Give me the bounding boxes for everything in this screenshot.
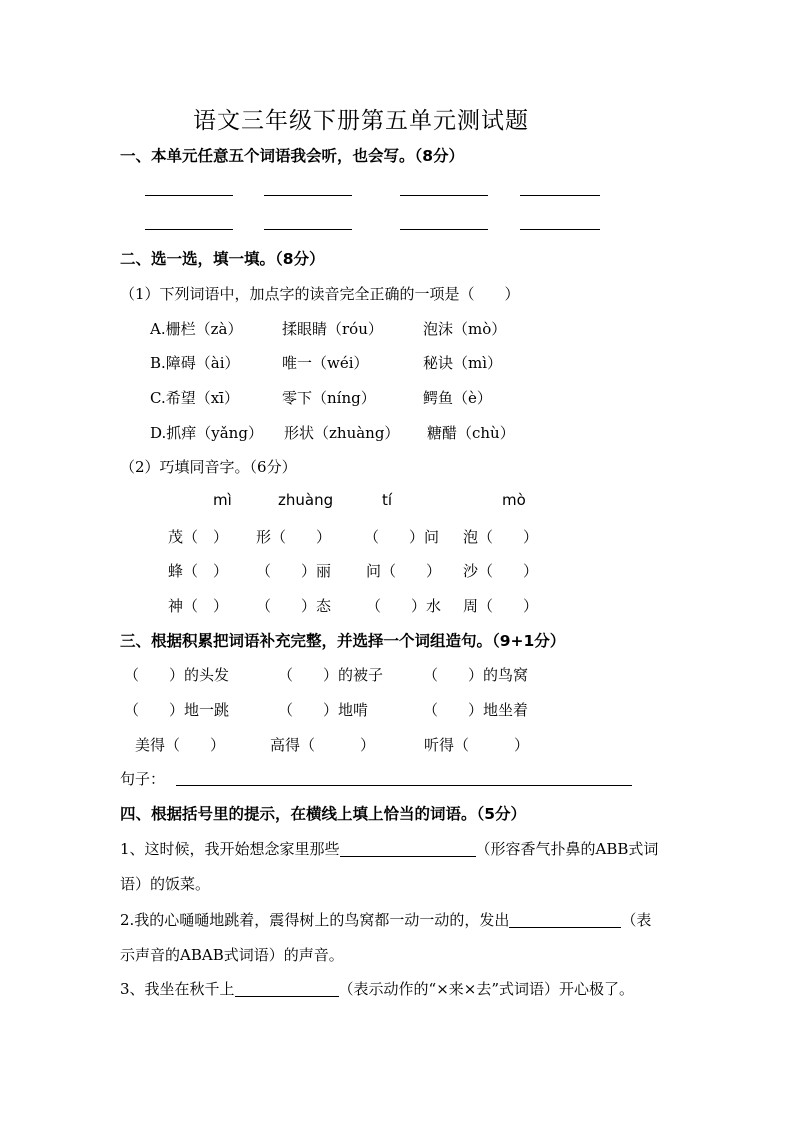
answer-line[interactable] [145,229,233,230]
option-a-2: 揉眼睛（róu） [282,320,383,338]
option-a-3: 泡沫（mò） [423,320,507,338]
question-4-1-hint: （形容香气扑鼻的ABB式词 [475,840,659,858]
question-4-2-hint: （表 [621,911,652,929]
homophone-cell: （ ）水 [366,597,442,615]
question-4-1-text: 1、这时候，我开始想念家里那些 [120,840,340,858]
option-c-1: C.希望（xī） [150,389,239,407]
phrase-blank: 听得（ ） [424,736,530,754]
pinyin-2: zhuàng [278,491,334,509]
option-a-1: A.栅栏（zà） [150,320,243,338]
section-3-heading: 三、根据积累把词语补充完整，并选择一个词组造句。（9+1分） [120,632,566,650]
answer-line[interactable] [520,195,600,196]
question-4-3 [120,978,634,999]
option-c-2: 零下（níng） [282,389,376,407]
homophone-cell: 沙（ ） [463,562,539,580]
answer-line[interactable] [400,229,488,230]
question-4-2-text: 2.我的心嗵嗵地跳着，震得树上的鸟窝都一动一动的，发出 [120,911,510,929]
sentence-answer-line[interactable] [176,785,632,786]
homophone-cell: 问（ ） [366,562,442,580]
option-b-1: B.障碍（ài） [150,354,240,372]
option-d-2: 形状（zhuàng） [284,424,400,442]
phrase-blank: （ ）地坐着 [423,701,529,719]
question-4-2-cont: 示声音的ABAB式词语）的声音。 [120,946,344,964]
section-1-heading: 一、本单元任意五个词语我会听，也会写。（8分） [120,147,465,165]
homophone-cell: 形（ ） [256,528,332,546]
phrase-blank: （ ）的鸟窝 [423,666,529,684]
phrase-blank: 高得（ ） [270,736,376,754]
pinyin-3: tí [382,491,393,509]
option-d-3: 糖醋（chù） [427,424,515,442]
homophone-cell: （ ）态 [256,597,332,615]
homophone-cell: （ ）问 [364,528,440,546]
pinyin-4: mò [502,491,526,509]
section-4-heading: 四、根据括号里的提示，在横线上填上恰当的词语。（5分） [120,805,527,823]
homophone-cell: 神（ ） [168,597,229,615]
question-2-2: （2）巧填同音字。（6分） [120,458,297,476]
answer-line[interactable] [264,195,352,196]
answer-blank[interactable] [340,841,476,857]
question-2-1: （1）下列词语中，加点字的读音完全正确的一项是（ ） [120,285,520,303]
question-4-2 [120,909,651,930]
option-b-3: 秘诀（mì） [423,354,503,372]
answer-line[interactable] [520,229,600,230]
option-b-2: 唯一（wéi） [282,354,369,372]
page-title: 语文三年级下册第五单元测试题 [193,108,529,134]
homophone-cell: （ ）丽 [256,562,332,580]
answer-line[interactable] [264,229,352,230]
option-d-1: D.抓痒（yǎng） [150,424,263,442]
answer-line[interactable] [145,195,233,196]
question-4-1 [120,838,658,859]
answer-blank[interactable] [509,912,621,928]
phrase-blank: 美得（ ） [135,736,226,754]
option-c-3: 鳄鱼（è） [423,389,492,407]
sentence-label: 句子： [120,770,166,788]
homophone-cell: 茂（ ） [168,528,229,546]
pinyin-1: mì [213,491,232,509]
phrase-blank: （ ）的头发 [124,666,230,684]
answer-line[interactable] [400,195,488,196]
answer-blank[interactable] [235,981,339,997]
question-4-3-text: 3、我坐在秋千上 [120,980,235,998]
phrase-blank: （ ）地一跳 [124,701,230,719]
homophone-cell: 周（ ） [463,597,539,615]
homophone-cell: 蜂（ ） [168,562,229,580]
phrase-blank: （ ）地啃 [278,701,369,719]
section-2-heading: 二、选一选，填一填。（8分） [120,250,325,268]
phrase-blank: （ ）的被子 [278,666,384,684]
question-4-1-cont: 语）的饭菜。 [120,875,211,893]
homophone-cell: 泡（ ） [463,528,539,546]
question-4-3-hint: （表示动作的“×来×去”式词语）开心极了。 [338,980,635,998]
